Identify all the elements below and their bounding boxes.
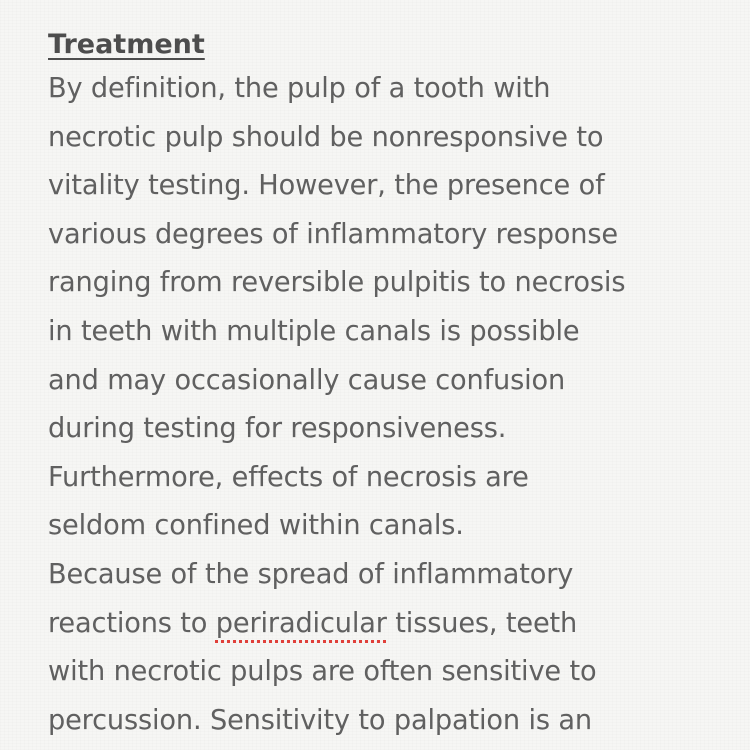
text-before-flagged: reactions to: [48, 607, 216, 639]
body-line: percussion. Sensitivity to palpation is an: [48, 704, 592, 736]
body-line: ranging from reversible pulpitis to necrosis: [48, 267, 626, 299]
body-line-spellcheck: [48, 600, 750, 649]
body-line: seldom confined within canals.: [48, 510, 464, 542]
body-line: Furthermore, effects of necrosis are: [48, 461, 529, 493]
body-line: and may occasionally cause confusion: [48, 364, 566, 396]
body-line: with necrotic pulps are often sensitive to: [48, 656, 597, 688]
body-line: Because of the spread of inflammatory: [48, 558, 574, 590]
misspelled-word[interactable]: periradicular: [215, 607, 387, 639]
body-line: vitality testing. However, the presence of: [48, 170, 605, 202]
heading-text: Treatment: [48, 29, 205, 60]
body-line: various degrees of inflammatory response: [48, 218, 618, 250]
body-line: in teeth with multiple canals is possible: [48, 315, 580, 347]
body-line: By definition, the pulp of a tooth with: [48, 73, 551, 104]
body-line: during testing for responsiveness.: [48, 413, 507, 445]
section-heading: [48, 25, 750, 65]
note-body[interactable]: [48, 65, 750, 745]
text-after-flagged: tissues, teeth: [386, 607, 578, 639]
body-line: necrotic pulp should be nonresponsive to: [48, 121, 604, 153]
